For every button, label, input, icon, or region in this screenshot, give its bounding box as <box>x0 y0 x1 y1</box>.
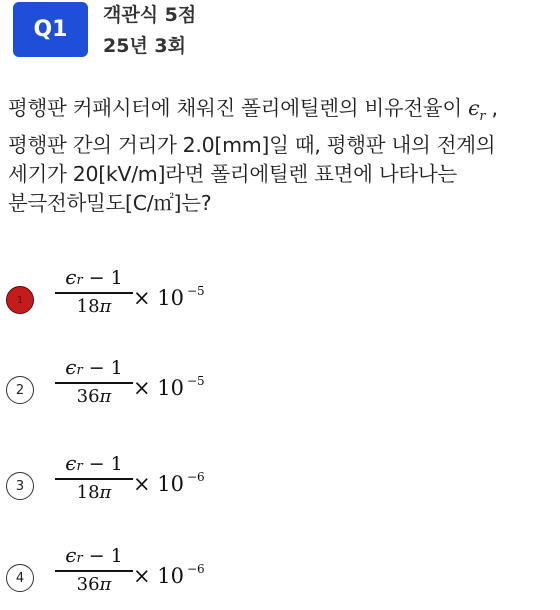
option-3-fraction: ϵr − 1 18π <box>55 451 133 503</box>
answer-option-4[interactable] <box>0 530 560 610</box>
question-text <box>8 94 556 218</box>
option-2-radio[interactable]: 2 <box>6 376 34 404</box>
option-2-fraction: ϵr − 1 36π <box>55 355 133 407</box>
option-4-fraction: ϵr − 1 36π <box>55 543 133 595</box>
answer-option-3[interactable] <box>0 441 560 521</box>
question-line-4: 분극전하밀도[C/㎡]는? <box>8 191 212 216</box>
option-4-multiplier: × 10 $^{-6}$ <box>133 562 205 588</box>
option-3-multiplier: × 10 $^{-6}$ <box>133 470 205 496</box>
question-number-badge: Q1 <box>13 2 88 57</box>
question-line-1: 평행판 커패시터에 채워진 폴리에틸렌의 비유전율이 $\epsilon_r$ , <box>8 96 498 125</box>
answer-option-1[interactable] <box>0 258 560 338</box>
relative-permittivity-symbol: $\epsilon_r$ <box>468 96 486 125</box>
option-1-fraction: ϵr − 1 18π <box>55 265 133 317</box>
question-line-2: 평행판 간의 거리가 2.0[mm]일 때, 평행판 내의 전계의 <box>8 133 496 158</box>
option-1-radio[interactable]: 1 <box>6 286 34 314</box>
question-line-3: 세기가 20[kV/m]라면 폴리에틸렌 표면에 나타나는 <box>8 162 457 187</box>
option-3-radio[interactable]: 3 <box>6 472 34 500</box>
option-4-radio[interactable]: 4 <box>6 564 34 592</box>
exam-session: 25년 3회 <box>103 35 186 57</box>
option-1-multiplier: × 10 $^{-5}$ <box>133 284 205 310</box>
option-2-multiplier: × 10 $^{-5}$ <box>133 374 205 400</box>
answer-option-2[interactable] <box>0 348 560 428</box>
question-type-points: 객관식 5점 <box>103 4 197 26</box>
